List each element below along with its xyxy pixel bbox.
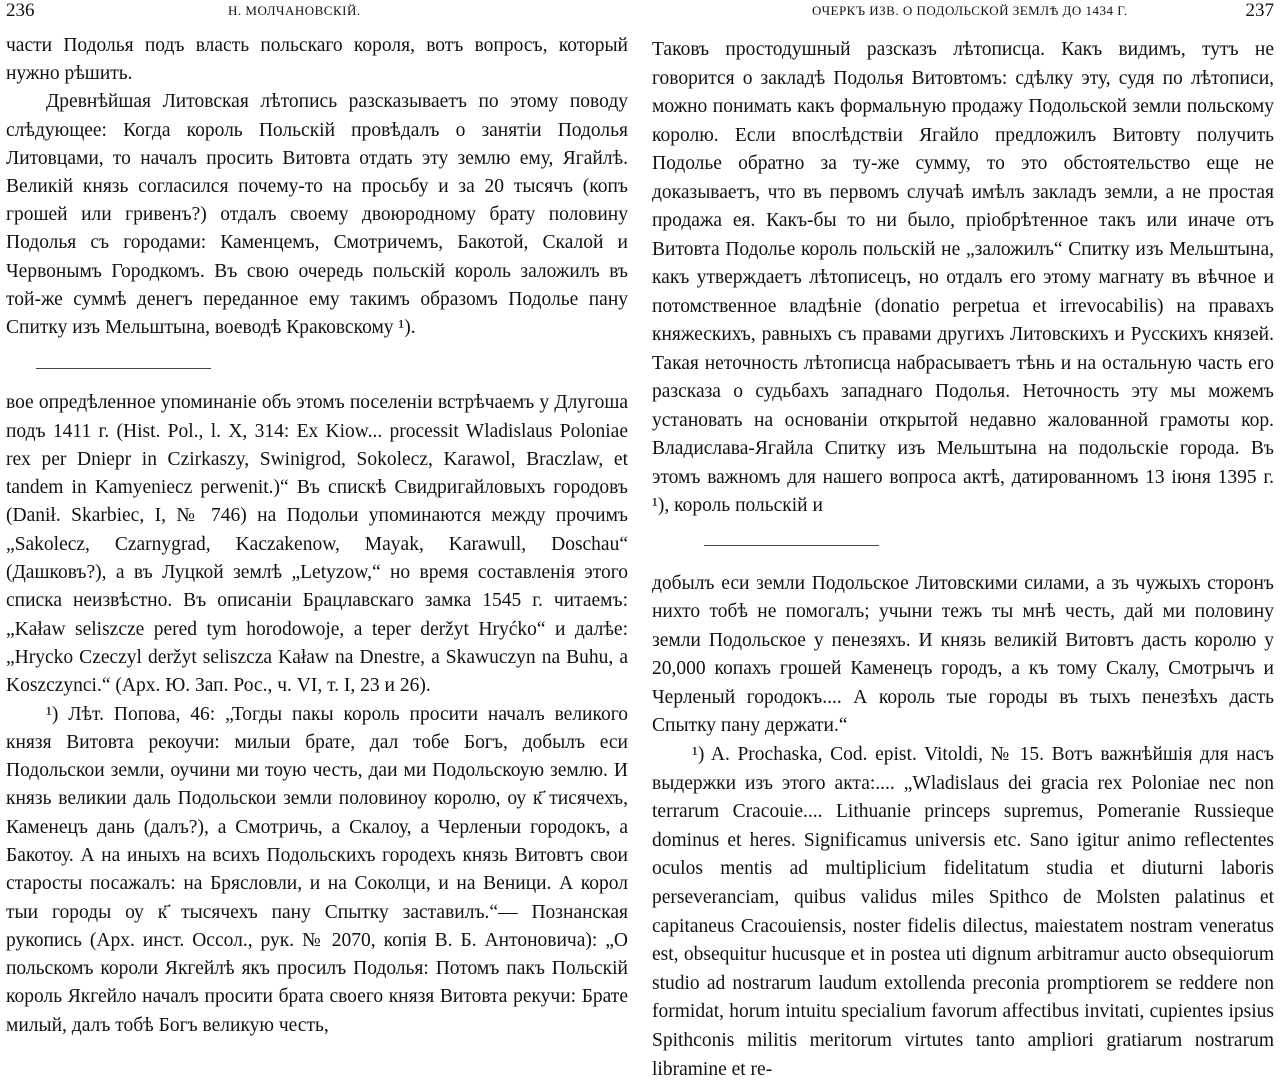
- footnotes: [652, 570, 1274, 1084]
- footnote-paragraph: ¹) Лѣт. Попова, 46: „Тогды пакы король просити началъ великого князя Витовта рекоучи: милыи брате, дал тобе Богъ, добылъ еси Подольскои земли, оучини ми тоую честь, даи ми Подольскоую землю. И князь великии даль Подольскои земли половиноу королю, оу к҃ тисячехъ, Каменецъ дань (далъ?), а Смотричь, а Скалоу, а Черленыи городокъ, а Бакотоу. А на иныхъ на всихъ Подольскихъ городехъ князь Витовтъ свои старосты посажалъ: на Брясловли, и на Соколци, и на Веници. А корол тыи городы оу к҃ тысячехъ пану Спытку заставилъ.“— Познанская рукопись (Арх. инст. Оссол., рук. № 2070, копія В. Б. Антоновича): „О польскомъ короли Якгейлѣ якъ просилъ Подолья: Потомъ пакъ Польскій король Якгейло началъ просити брата своего князя Витовта рекучи: Брате милый, далъ тобѣ Богъ великую честь,: [6, 701, 628, 1041]
- paragraph: Древнѣйшая Литовская лѣтопись разсказываетъ по этому поводу слѣдующее: Когда король Польскій провѣдалъ о занятіи Подолья Литовцами, то началъ просить Витовта отдать эту землю ему, Ягайлѣ. Великій князь согласился почему-то на просьбу и за 20 тысячъ (копъ грошей или гривенъ?) отдалъ своему двоюродному брату половину Подолья съ городами: Каменцемъ, Смотричемъ, Бакотой, Скалой и Червонымъ Городкомъ. Въ свою очередь польскій король заложилъ въ той-же суммѣ денегъ переданное ему такимъ образомъ Подолье пану Спитку изъ Мельштына, воеводѣ Краковскому ¹).: [6, 88, 628, 342]
- main-text: [6, 32, 628, 342]
- footnote-divider: [704, 545, 879, 546]
- running-title: ОЧЕРКЪ ИЗВ. О ПОДОЛЬСКОЙ ЗЕМЛѢ ДО 1434 Г.: [812, 0, 1128, 22]
- page-number: 237: [1246, 0, 1275, 22]
- footnote-paragraph: вое опредѣленное упоминаніе объ этомъ поселеніи встрѣчаемъ у Длугоша подъ 1411 г. (Hist. Pol., l. X, 314: Ex Kiow... processit Wladislaus Poloniae rex per Dniepr in Czirkaszy, Swinigrod, Sokolecz, Karawol, Braczlaw, et tandem in Kamyeniecz perwenit.)“ Въ спискѣ Свидригайловыхъ городовъ (Danił. Skarbiec, I, № 746) на Подольи упоминаются между прочимъ „Sakolecz, Czarnygrad, Kaczakenow, Mayak, Karawull, Doschau“ (Дашковъ?), а въ Луцкой землѣ „Letyzow,“ но время составленія этого списка неизвѣстно. Въ описаніи Брацлавскаго замка 1545 г. читаемъ: „Kaław seliszcze pered tym horodowoje, a teper deržyt Hryćko“ и далѣе: „Hrycko Czeczyl deržyt seliszcza Kaław na Dnestre, a Skawuczyn na Buhu, a Koszczynci.“ (Арх. Ю. Зап. Рос., ч. VI, т. I, 23 и 26).: [6, 389, 628, 700]
- page-number: 236: [6, 0, 35, 22]
- page-header: [652, 0, 1274, 22]
- left-page: [6, 0, 628, 964]
- footnotes: [6, 389, 628, 1040]
- footnote-paragraph: ¹) A. Prochaska, Cod. epist. Vitoldi, № 15. Вотъ важнѣйшія для насъ выдержки изъ этого акта:.... „Wladislaus dei gracia rex Poloniae nec non terrarum Cracouie.... Lithuanie princeps supremus, Pomeranie Russieque dominus et heres. Significamus universis etc. Sano igitur animo reflectentes oculos mentis ad multiplicium fidelitatum studia et diuturni laboris perseveranciam, quibus validus miles Spithco de Molsten palatinus et capitaneus Cracouiensis, noster fidelis dilectus, maiestatem nostram veneratus est, obsequitur hucusque et in postea uti dignum arbitramur aucto obsequiorum studio ad nostrarum laudum extollenda preconia promptiorem se reddere non formidat, horum intuitu specialium favorum affectibus invitati, cupientes ipsius Spithconis militis meritorum virtutes tanto ampliori gratiarum nostrarum libramine et re-: [652, 741, 1274, 1084]
- right-page: [652, 0, 1274, 964]
- footnote-paragraph: добылъ еси земли Подольское Литовскими силами, а зъ чужыхъ сторонъ нихто тобѣ не помогалъ; учыни тежъ ты мнѣ честь, дай ми половину земли Подольское у пенезяхъ. И князь великій Витовтъ дасть королю у 20,000 копахъ грошей Каменецъ городъ, а къ тому Скалу, Смотрычъ и Черленый городокъ.... А король тые городы въ тыхъ пенезѣхъ дасть Спытку пану держати.“: [652, 570, 1274, 742]
- footnote-divider: [36, 368, 211, 369]
- running-title: Н. МОЛЧАНОВСКІЙ.: [228, 0, 361, 22]
- paragraph: части Подолья подъ власть польскаго короля, вотъ вопросъ, который нужно рѣшить.: [6, 32, 628, 88]
- page-header: [6, 0, 628, 22]
- paragraph: Таковъ простодушный разсказъ лѣтописца. Какъ видимъ, тутъ не говорится о закладѣ Подолья Витовтомъ: сдѣлку эту, судя по лѣтописи, можно понимать какъ формальную продажу Подольской земли польскому королю. Если впослѣдствіи Ягайло предложилъ Витовту получить Подолье обратно за ту-же сумму, то это обстоятельство еще не доказываетъ, что въ первомъ случаѣ имѣлъ закладъ земли, а не простая продажа ея. Какъ-бы то ни было, пріобрѣтенное такъ или иначе отъ Витовта Подолье король польскій не „заложилъ“ Спитку изъ Мельштына, какъ утверждаетъ лѣтописецъ, но отдалъ его этому магнату въ вѣчное и потомственное владѣніе (donatio perpetua et irrevocabilis) на правахъ княжескихъ, равныхъ съ правами другихъ Литовскихъ и Русскихъ князей. Такая неточность лѣтописца набрасываетъ тѣнь и на остальную часть его разсказа о судьбахъ западнаго Подолья. Неточность эту мы можемъ установать на основаніи открытой недавно жалованной грамоты кор. Владислава-Ягайла Спитку изъ Мельштына на подольскіе города. Въ этомъ важномъ для нашего вопроса актѣ, датированномъ 13 іюня 1395 г. ¹), король польскій и: [652, 36, 1274, 521]
- main-text: [652, 36, 1274, 521]
